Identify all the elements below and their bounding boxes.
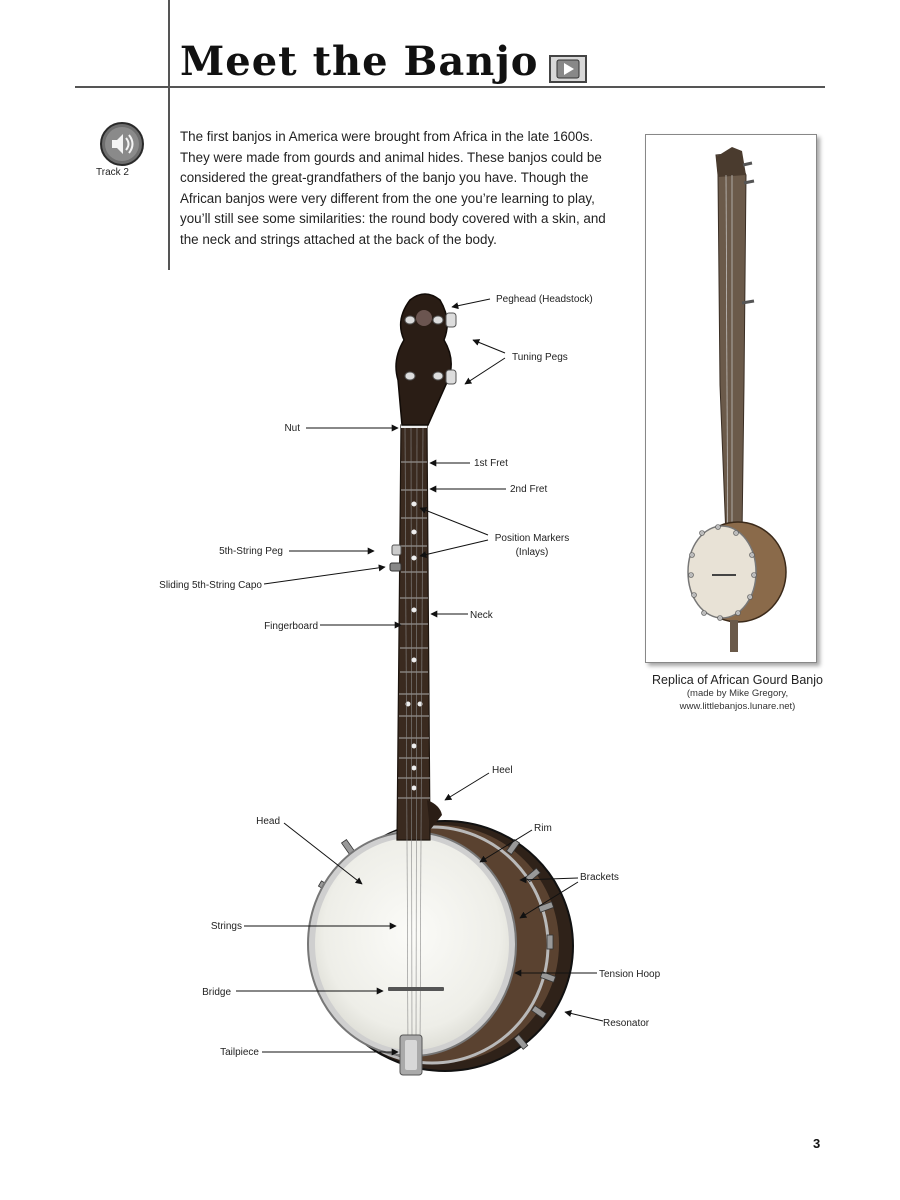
intro-paragraph: The first banjos in America were brought from Africa in the late 1600s. They were made from gourds and animal hides. These banjos could be considered the great-grandfathers of the banjo you have. Though the African banjos were very different from the one you’re learning to play, you’ll still see some similarities: the round body covered with a skin, and the neck and strings attached at the back of the body. <box>180 129 606 247</box>
label-nut: Nut <box>284 423 300 434</box>
label-tension-hoop: Tension Hoop <box>599 969 661 980</box>
page-number: 3 <box>813 1136 821 1151</box>
label-neck: Neck <box>470 610 493 621</box>
label-heel: Heel <box>492 765 513 776</box>
label-tailpiece: Tailpiece <box>220 1047 259 1058</box>
label-rim: Rim <box>534 823 552 834</box>
label-tuning-pegs: Tuning Pegs <box>512 352 568 363</box>
label-peghead: Peghead (Headstock) <box>496 294 593 305</box>
label-resonator: Resonator <box>603 1018 650 1029</box>
label-1st-fret: 1st Fret <box>474 458 508 469</box>
label-head: Head <box>256 816 280 827</box>
speaker-icon[interactable] <box>99 121 145 167</box>
page-title: Meet the Banjo <box>180 38 539 85</box>
caption-credit: (made by Mike Gregory, <box>686 688 789 699</box>
banjo-parts-diagram <box>0 270 900 1100</box>
label-sliding-capo: Sliding 5th-String Capo <box>159 580 262 591</box>
label-position-markers: Position Markers <box>494 533 570 544</box>
label-2nd-fret: 2nd Fret <box>510 484 548 495</box>
title-underline <box>75 86 825 88</box>
track-label: Track 2 <box>96 167 129 178</box>
caption-url: www.littlebanjos.lunare.net) <box>679 701 796 712</box>
label-strings: Strings <box>210 921 242 932</box>
play-icon[interactable] <box>549 55 587 83</box>
label-bridge: Bridge <box>202 987 231 998</box>
label-fingerboard: Fingerboard <box>264 621 318 632</box>
caption-title: Replica of African Gourd Banjo <box>652 673 823 687</box>
banjo-illustration <box>308 294 573 1075</box>
vertical-rule <box>168 0 170 270</box>
label-brackets: Brackets <box>580 872 619 883</box>
label-inlays: (Inlays) <box>515 547 549 558</box>
label-5th-string-peg: 5th-String Peg <box>219 546 283 557</box>
